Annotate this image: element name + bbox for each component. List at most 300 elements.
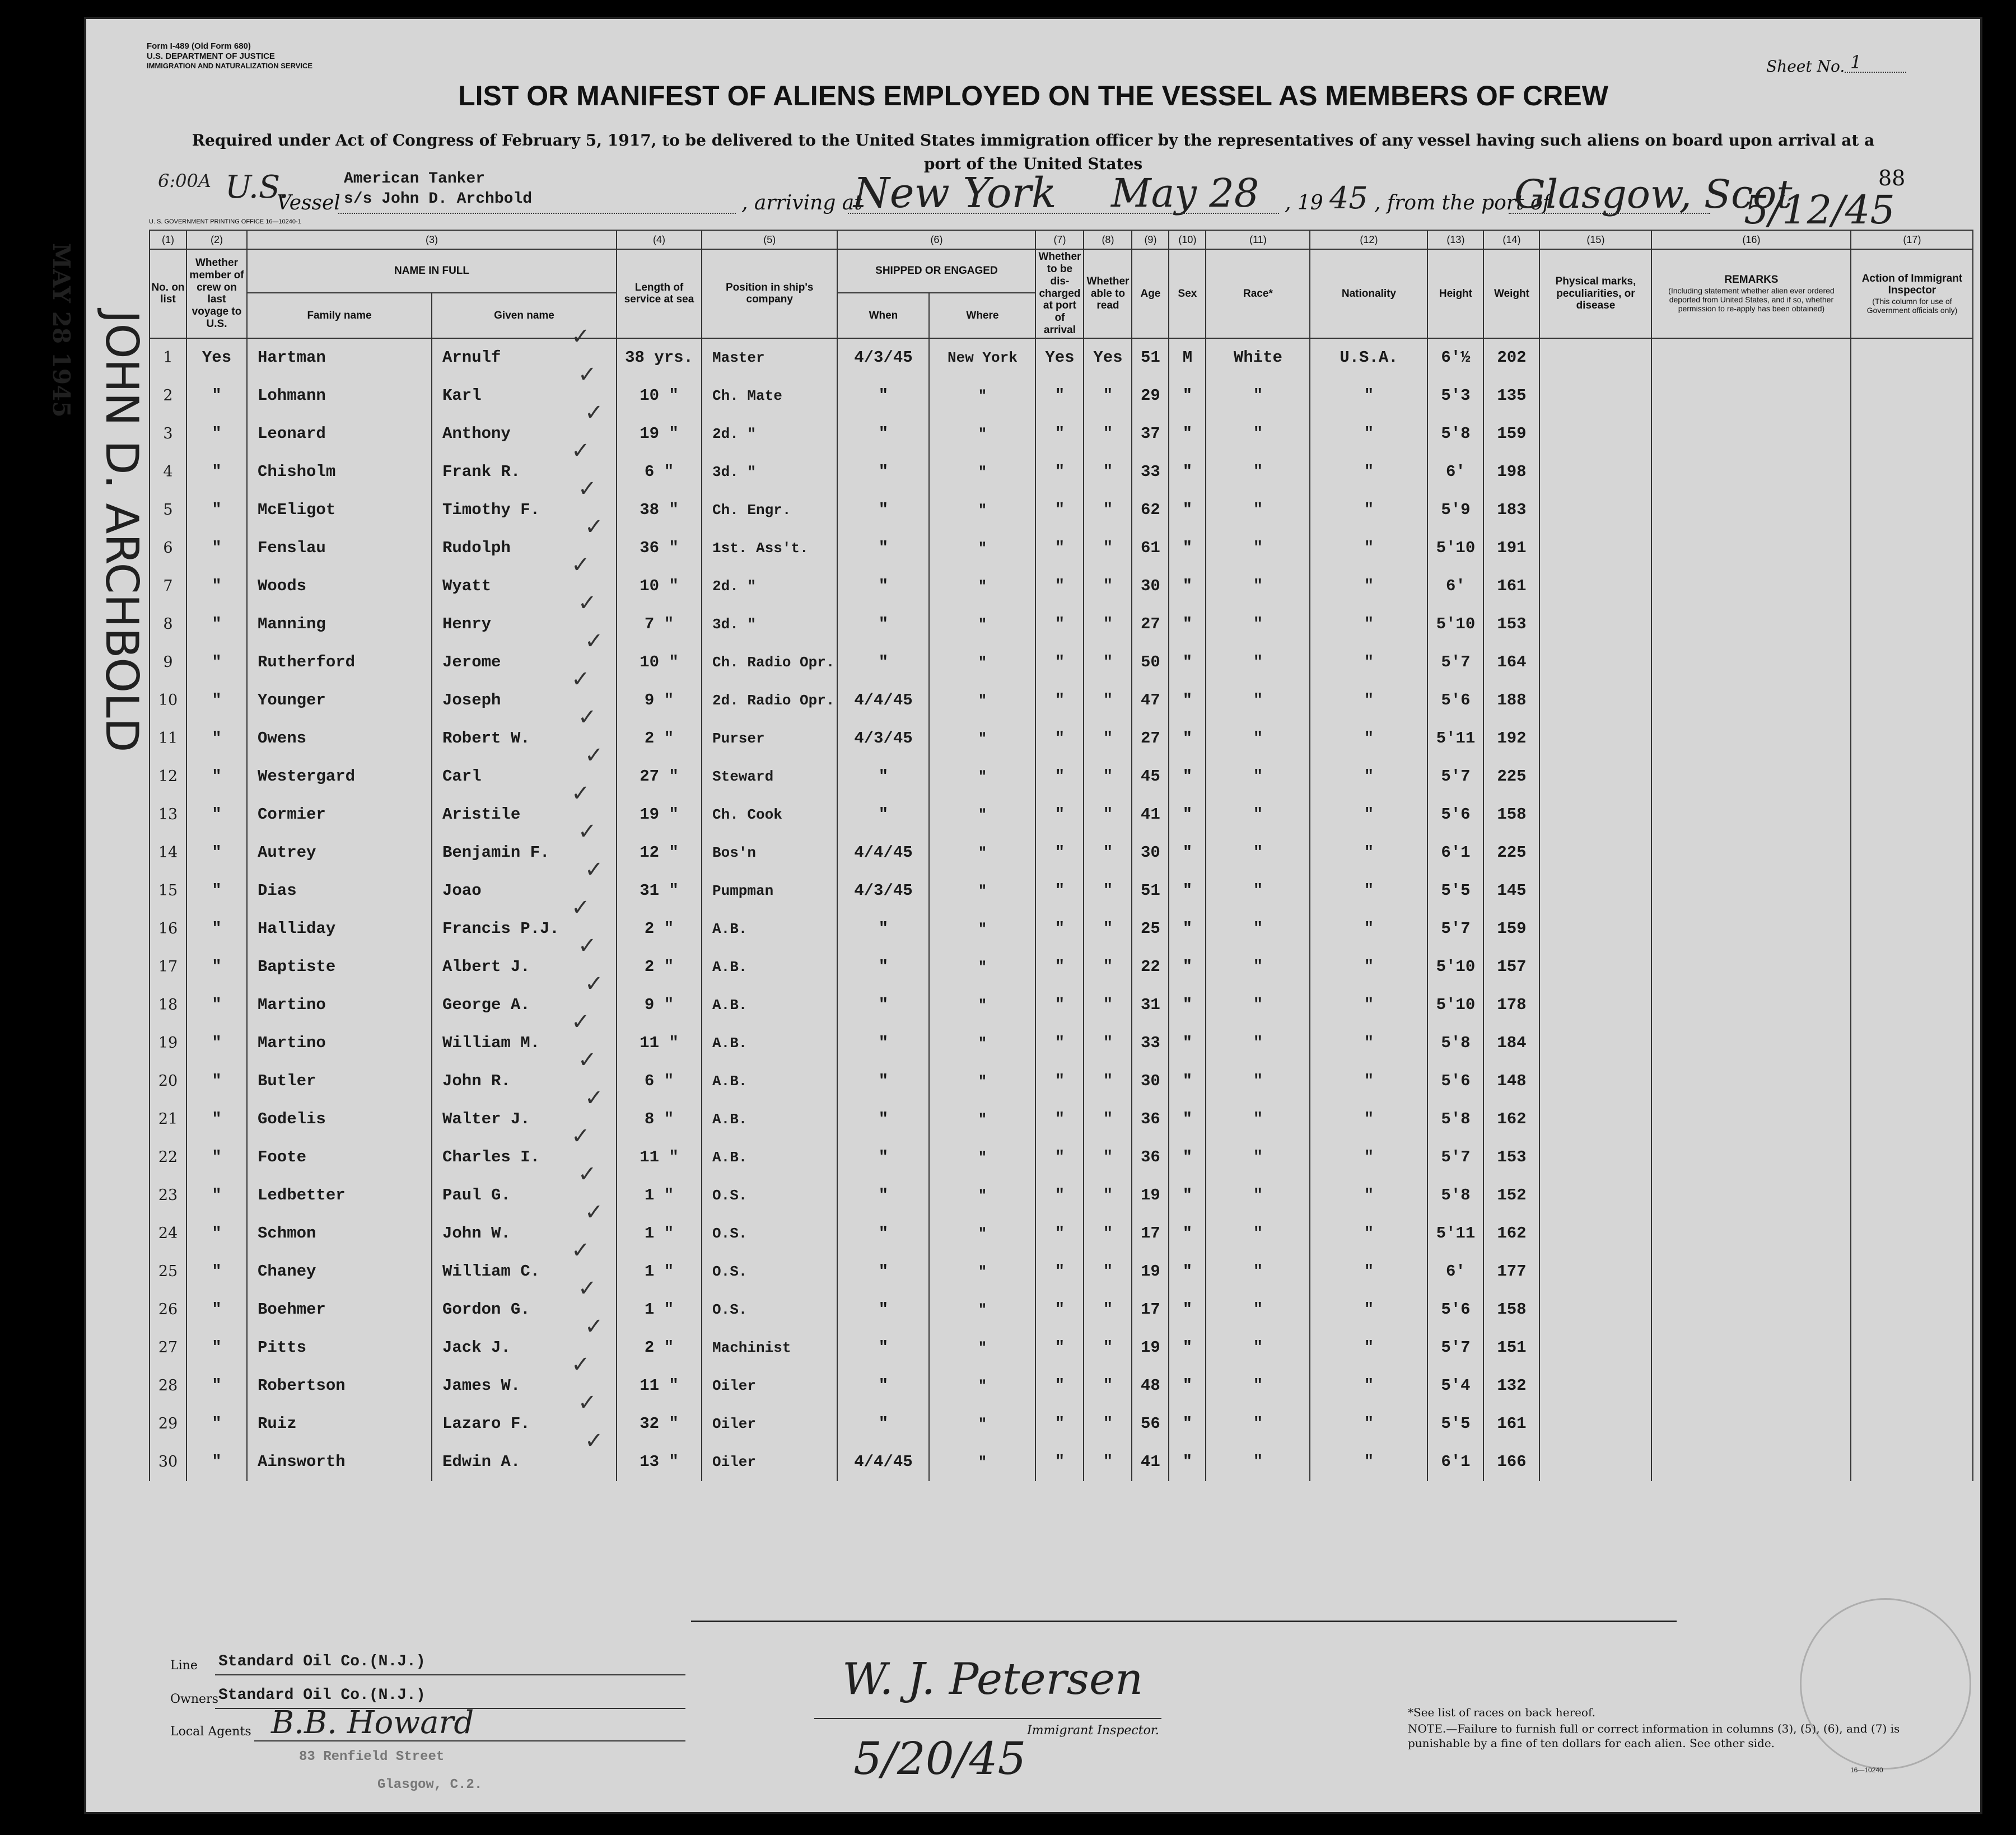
crew-service-length: 10 "	[617, 567, 702, 605]
crew-member-last-voyage: "	[186, 1367, 247, 1405]
crew-shipped-where: "	[929, 491, 1035, 529]
crew-able-to-read: "	[1084, 796, 1132, 834]
crew-weight: 159	[1483, 415, 1539, 453]
crew-member-last-voyage: "	[186, 1100, 247, 1138]
crew-age: 17	[1132, 1291, 1169, 1329]
crew-action	[1851, 720, 1973, 758]
crew-physical-marks	[1539, 758, 1651, 796]
header-row-1	[150, 249, 1973, 293]
line-value: Standard Oil Co.(N.J.)	[218, 1653, 426, 1670]
crew-physical-marks	[1539, 1215, 1651, 1253]
crew-position: A.B.	[702, 910, 837, 948]
table-row	[150, 1329, 1973, 1367]
crew-physical-marks	[1539, 1443, 1651, 1481]
crew-able-to-read: "	[1084, 910, 1132, 948]
crew-weight: 177	[1483, 1253, 1539, 1291]
crew-member-last-voyage: "	[186, 1443, 247, 1481]
crew-shipped-when: "	[837, 910, 929, 948]
arriving-underline	[848, 213, 1279, 214]
inspector-underline	[814, 1718, 1161, 1719]
table-row	[150, 491, 1973, 529]
crew-age: 61	[1132, 529, 1169, 567]
crew-position: A.B.	[702, 1062, 837, 1100]
crew-age: 30	[1132, 1062, 1169, 1100]
crew-sex: "	[1169, 834, 1206, 872]
crew-shipped-where: "	[929, 1253, 1035, 1291]
crew-age: 51	[1132, 872, 1169, 910]
col-number: (17)	[1851, 230, 1973, 249]
crew-height: 6'	[1427, 1253, 1483, 1291]
crew-family-name: Leonard	[247, 415, 432, 453]
crew-given-name: Frank R.	[432, 453, 617, 491]
crew-remarks	[1651, 1329, 1851, 1367]
crew-shipped-when: "	[837, 1291, 929, 1329]
crew-shipped-where: "	[929, 796, 1035, 834]
crew-no: 4	[150, 453, 186, 491]
crew-service-length: 10 "	[617, 377, 702, 415]
crew-sex: "	[1169, 643, 1206, 681]
header-position: Position in ship's company	[702, 249, 837, 338]
crew-family-name: Ainsworth	[247, 1443, 432, 1481]
crew-member-last-voyage: "	[186, 910, 247, 948]
crew-nationality: U.S.A.	[1310, 338, 1427, 377]
crew-no: 7	[150, 567, 186, 605]
crew-age: 30	[1132, 567, 1169, 605]
header-where: Where	[929, 293, 1035, 338]
crew-shipped-where: "	[929, 1138, 1035, 1176]
check-mark-icon: ✓	[578, 1161, 597, 1187]
col-number: (6)	[837, 230, 1035, 249]
check-mark-icon: ✓	[578, 362, 597, 387]
column-number-row	[150, 230, 1973, 249]
crew-height: 5'6	[1427, 1291, 1483, 1329]
crew-position: Ch. Radio Opr.	[702, 643, 837, 681]
crew-position: A.B.	[702, 986, 837, 1024]
crew-action	[1851, 1100, 1973, 1138]
crew-family-name: Owens	[247, 720, 432, 758]
crew-given-name: Wyatt	[432, 567, 617, 605]
crew-physical-marks	[1539, 986, 1651, 1024]
crew-weight: 148	[1483, 1062, 1539, 1100]
crew-nationality: "	[1310, 758, 1427, 796]
crew-race: "	[1206, 1138, 1310, 1176]
crew-remarks	[1651, 415, 1851, 453]
crew-position: Bos'n	[702, 834, 837, 872]
crew-given-name: Charles I.	[432, 1138, 617, 1176]
crew-position: A.B.	[702, 948, 837, 986]
crew-shipped-when: "	[837, 453, 929, 491]
table-row	[150, 1405, 1973, 1443]
crew-remarks	[1651, 1367, 1851, 1405]
crew-service-length: 10 "	[617, 643, 702, 681]
check-mark-icon: ✓	[571, 1238, 590, 1263]
table-row	[150, 377, 1973, 415]
crew-height: 6'½	[1427, 338, 1483, 377]
crew-service-length: 1 "	[617, 1215, 702, 1253]
crew-no: 13	[150, 796, 186, 834]
crew-remarks	[1651, 872, 1851, 910]
check-mark-icon: ✓	[571, 438, 590, 464]
crew-shipped-when: "	[837, 986, 929, 1024]
crew-position: Oiler	[702, 1367, 837, 1405]
crew-shipped-when: "	[837, 1405, 929, 1443]
crew-remarks	[1651, 1253, 1851, 1291]
crew-sex: "	[1169, 986, 1206, 1024]
crew-no: 21	[150, 1100, 186, 1138]
crew-action	[1851, 796, 1973, 834]
inspector-signature: W. J. Petersen	[842, 1654, 1144, 1705]
crew-member-last-voyage: "	[186, 681, 247, 720]
crew-discharged: "	[1035, 1405, 1084, 1443]
crew-service-length: 9 "	[617, 986, 702, 1024]
crew-discharged: "	[1035, 1367, 1084, 1405]
crew-able-to-read: "	[1084, 1367, 1132, 1405]
crew-shipped-where: "	[929, 948, 1035, 986]
line-label: Line	[170, 1659, 198, 1673]
crew-sex: "	[1169, 1138, 1206, 1176]
crew-action	[1851, 1062, 1973, 1100]
crew-nationality: "	[1310, 643, 1427, 681]
crew-given-name: Robert W.	[432, 720, 617, 758]
crew-family-name: Woods	[247, 567, 432, 605]
crew-no: 20	[150, 1062, 186, 1100]
page-number: 88	[1878, 166, 1906, 190]
crew-given-name: James W.	[432, 1367, 617, 1405]
crew-action	[1851, 491, 1973, 529]
crew-no: 28	[150, 1367, 186, 1405]
crew-given-name: Gordon G.	[432, 1291, 617, 1329]
flag-note: U.S.	[225, 169, 290, 206]
crew-shipped-where: "	[929, 1100, 1035, 1138]
crew-age: 37	[1132, 415, 1169, 453]
crew-weight: 225	[1483, 834, 1539, 872]
crew-able-to-read: "	[1084, 681, 1132, 720]
crew-service-length: 7 "	[617, 605, 702, 643]
crew-nationality: "	[1310, 910, 1427, 948]
header-action-title: Action of Immigrant Inspector	[1861, 272, 1963, 297]
crew-physical-marks	[1539, 529, 1651, 567]
check-mark-icon: ✓	[571, 1009, 590, 1035]
crew-age: 41	[1132, 796, 1169, 834]
check-mark-icon: ✓	[585, 1428, 604, 1454]
crew-physical-marks	[1539, 681, 1651, 720]
crew-sex: "	[1169, 758, 1206, 796]
crew-action	[1851, 338, 1973, 377]
crew-age: 56	[1132, 1405, 1169, 1443]
crew-physical-marks	[1539, 643, 1651, 681]
table-row	[150, 986, 1973, 1024]
table-row	[150, 1443, 1973, 1481]
crew-action	[1851, 1253, 1973, 1291]
sheet-label: Sheet No.	[1766, 57, 1845, 76]
header-remarks-title: REMARKS	[1724, 274, 1779, 286]
crew-service-length: 9 "	[617, 681, 702, 720]
table-row	[150, 1291, 1973, 1329]
table-row	[150, 605, 1973, 643]
crew-shipped-when: "	[837, 1215, 929, 1253]
crew-weight: 164	[1483, 643, 1539, 681]
crew-shipped-where: "	[929, 1176, 1035, 1215]
check-mark-icon: ✓	[585, 628, 604, 654]
crew-no: 24	[150, 1215, 186, 1253]
crew-action	[1851, 910, 1973, 948]
crew-shipped-when: "	[837, 796, 929, 834]
crew-sex: "	[1169, 910, 1206, 948]
owners-label: Owners	[170, 1692, 218, 1706]
inspection-stamp	[1800, 1598, 1971, 1769]
crew-age: 62	[1132, 491, 1169, 529]
crew-member-last-voyage: "	[186, 605, 247, 643]
crew-weight: 166	[1483, 1443, 1539, 1481]
crew-no: 3	[150, 415, 186, 453]
crew-action	[1851, 1443, 1973, 1481]
crew-able-to-read: "	[1084, 1253, 1132, 1291]
check-mark-icon: ✓	[578, 476, 597, 502]
crew-remarks	[1651, 377, 1851, 415]
crew-remarks	[1651, 567, 1851, 605]
col-number: (13)	[1427, 230, 1483, 249]
crew-position: O.S.	[702, 1291, 837, 1329]
crew-shipped-when: "	[837, 758, 929, 796]
crew-able-to-read: "	[1084, 872, 1132, 910]
check-mark-icon: ✓	[571, 1352, 590, 1378]
crew-action	[1851, 1367, 1973, 1405]
crew-member-last-voyage: "	[186, 1138, 247, 1176]
crew-position: 2d. "	[702, 567, 837, 605]
crew-age: 41	[1132, 1443, 1169, 1481]
crew-physical-marks	[1539, 1176, 1651, 1215]
crew-weight: 158	[1483, 1291, 1539, 1329]
crew-given-name: Walter J.	[432, 1100, 617, 1138]
crew-race: "	[1206, 796, 1310, 834]
crew-discharged: "	[1035, 720, 1084, 758]
crew-able-to-read: "	[1084, 1215, 1132, 1253]
crew-service-length: 19 "	[617, 796, 702, 834]
from-underline	[1509, 213, 1710, 214]
crew-family-name: Martino	[247, 986, 432, 1024]
crew-family-name: Hartman	[247, 338, 432, 377]
crew-position: Ch. Engr.	[702, 491, 837, 529]
crew-table	[149, 230, 1973, 1481]
crew-member-last-voyage: "	[186, 453, 247, 491]
check-mark-icon: ✓	[585, 743, 604, 768]
crew-service-length: 6 "	[617, 1062, 702, 1100]
crew-age: 27	[1132, 605, 1169, 643]
crew-remarks	[1651, 1443, 1851, 1481]
crew-race: "	[1206, 1215, 1310, 1253]
crew-position: A.B.	[702, 1138, 837, 1176]
crew-race: "	[1206, 1291, 1310, 1329]
crew-weight: 161	[1483, 1405, 1539, 1443]
crew-position: Steward	[702, 758, 837, 796]
crew-remarks	[1651, 1024, 1851, 1062]
crew-discharged: "	[1035, 910, 1084, 948]
col-number: (15)	[1539, 230, 1651, 249]
crew-weight: 151	[1483, 1329, 1539, 1367]
crew-shipped-where: "	[929, 567, 1035, 605]
crew-family-name: Westergard	[247, 758, 432, 796]
crew-sex: "	[1169, 377, 1206, 415]
crew-given-name: William M.	[432, 1024, 617, 1062]
crew-action	[1851, 1024, 1973, 1062]
crew-given-name: Carl	[432, 758, 617, 796]
crew-given-name: Joao	[432, 872, 617, 910]
crew-given-name: Rudolph	[432, 529, 617, 567]
crew-shipped-when: "	[837, 948, 929, 986]
crew-family-name: Lohmann	[247, 377, 432, 415]
crew-service-length: 2 "	[617, 948, 702, 986]
crew-sex: "	[1169, 1024, 1206, 1062]
crew-height: 5'6	[1427, 681, 1483, 720]
check-mark-icon: ✓	[578, 933, 597, 959]
crew-given-name: Karl	[432, 377, 617, 415]
crew-age: 19	[1132, 1329, 1169, 1367]
crew-discharged: "	[1035, 872, 1084, 910]
crew-sex: "	[1169, 1405, 1206, 1443]
crew-no: 25	[150, 1253, 186, 1291]
crew-shipped-when: "	[837, 1062, 929, 1100]
crew-sex: "	[1169, 1215, 1206, 1253]
crew-family-name: Cormier	[247, 796, 432, 834]
table-row	[150, 681, 1973, 720]
crew-age: 36	[1132, 1100, 1169, 1138]
crew-service-length: 38 "	[617, 491, 702, 529]
crew-sex: "	[1169, 1253, 1206, 1291]
header-shipped-engaged: SHIPPED OR ENGAGED	[837, 249, 1035, 293]
header-when: When	[837, 293, 929, 338]
check-mark-icon: ✓	[578, 1276, 597, 1301]
crew-weight: 159	[1483, 910, 1539, 948]
crew-shipped-where: "	[929, 1291, 1035, 1329]
crew-nationality: "	[1310, 986, 1427, 1024]
crew-action	[1851, 1215, 1973, 1253]
crew-shipped-where: "	[929, 529, 1035, 567]
check-mark-icon: ✓	[578, 704, 597, 730]
agents-label: Local Agents	[170, 1725, 251, 1739]
crew-remarks	[1651, 1291, 1851, 1329]
crew-able-to-read: "	[1084, 720, 1132, 758]
col-number: (7)	[1035, 230, 1084, 249]
table-row	[150, 758, 1973, 796]
crew-physical-marks	[1539, 1329, 1651, 1367]
crew-race: "	[1206, 605, 1310, 643]
crew-shipped-where: "	[929, 758, 1035, 796]
crew-nationality: "	[1310, 415, 1427, 453]
header-discharged: Whether to be dis-charged at port of arrival	[1035, 249, 1084, 338]
crew-shipped-where: New York	[929, 338, 1035, 377]
agents-address-1: 83 Renfield Street	[299, 1749, 445, 1764]
received-date: 5/12/45	[1744, 187, 1895, 233]
col-number: (16)	[1651, 230, 1851, 249]
crew-discharged: "	[1035, 529, 1084, 567]
crew-sex: M	[1169, 338, 1206, 377]
crew-sex: "	[1169, 720, 1206, 758]
crew-position: Master	[702, 338, 837, 377]
crew-able-to-read: "	[1084, 1443, 1132, 1481]
crew-remarks	[1651, 681, 1851, 720]
crew-family-name: Godelis	[247, 1100, 432, 1138]
crew-given-name: Lazaro F.	[432, 1405, 617, 1443]
crew-given-name: Joseph	[432, 681, 617, 720]
check-mark-icon: ✓	[585, 857, 604, 883]
header-height: Height	[1427, 249, 1483, 338]
crew-discharged: "	[1035, 453, 1084, 491]
crew-remarks	[1651, 491, 1851, 529]
table-row	[150, 1367, 1973, 1405]
crew-discharged: "	[1035, 643, 1084, 681]
crew-family-name: Manning	[247, 605, 432, 643]
crew-position: O.S.	[702, 1253, 837, 1291]
crew-given-name: Edwin A.	[432, 1443, 617, 1481]
crew-height: 5'5	[1427, 872, 1483, 910]
crew-race: White	[1206, 338, 1310, 377]
crew-member-last-voyage: "	[186, 491, 247, 529]
crew-nationality: "	[1310, 377, 1427, 415]
races-note: *See list of races on back hereof.	[1408, 1706, 1596, 1719]
crew-service-length: 8 "	[617, 1100, 702, 1138]
crew-shipped-when: "	[837, 1329, 929, 1367]
from-label: , from the port of	[1374, 192, 1550, 214]
crew-height: 6'1	[1427, 1443, 1483, 1481]
table-row	[150, 453, 1973, 491]
crew-physical-marks	[1539, 910, 1651, 948]
crew-no: 14	[150, 834, 186, 872]
crew-member-last-voyage: "	[186, 1062, 247, 1100]
crew-discharged: "	[1035, 758, 1084, 796]
crew-no: 16	[150, 910, 186, 948]
check-mark-icon: ✓	[571, 1123, 590, 1149]
crew-action	[1851, 872, 1973, 910]
crew-action	[1851, 986, 1973, 1024]
crew-service-length: 13 "	[617, 1443, 702, 1481]
crew-discharged: "	[1035, 1176, 1084, 1215]
crew-height: 6'	[1427, 567, 1483, 605]
crew-shipped-where: "	[929, 1443, 1035, 1481]
header-age: Age	[1132, 249, 1169, 338]
crew-nationality: "	[1310, 1405, 1427, 1443]
crew-able-to-read: "	[1084, 1062, 1132, 1100]
crew-weight: 162	[1483, 1215, 1539, 1253]
crew-sex: "	[1169, 567, 1206, 605]
crew-sex: "	[1169, 1291, 1206, 1329]
side-name: JOHN D. ARCHBOLD	[96, 310, 148, 753]
crew-given-name: Benjamin F.	[432, 834, 617, 872]
crew-race: "	[1206, 1329, 1310, 1367]
crew-able-to-read: "	[1084, 529, 1132, 567]
crew-weight: 188	[1483, 681, 1539, 720]
crew-shipped-where: "	[929, 1062, 1035, 1100]
crew-member-last-voyage: "	[186, 567, 247, 605]
crew-physical-marks	[1539, 834, 1651, 872]
crew-shipped-where: "	[929, 415, 1035, 453]
crew-height: 5'10	[1427, 948, 1483, 986]
crew-age: 29	[1132, 377, 1169, 415]
crew-race: "	[1206, 1176, 1310, 1215]
header-action	[1851, 249, 1973, 338]
crew-able-to-read: Yes	[1084, 338, 1132, 377]
crew-height: 5'10	[1427, 986, 1483, 1024]
crew-race: "	[1206, 1062, 1310, 1100]
table-row	[150, 415, 1973, 453]
crew-remarks	[1651, 529, 1851, 567]
crew-member-last-voyage: "	[186, 948, 247, 986]
crew-race: "	[1206, 1253, 1310, 1291]
col-number: (1)	[150, 230, 186, 249]
crew-age: 30	[1132, 834, 1169, 872]
crew-action	[1851, 1138, 1973, 1176]
crew-nationality: "	[1310, 1329, 1427, 1367]
crew-shipped-when: "	[837, 567, 929, 605]
